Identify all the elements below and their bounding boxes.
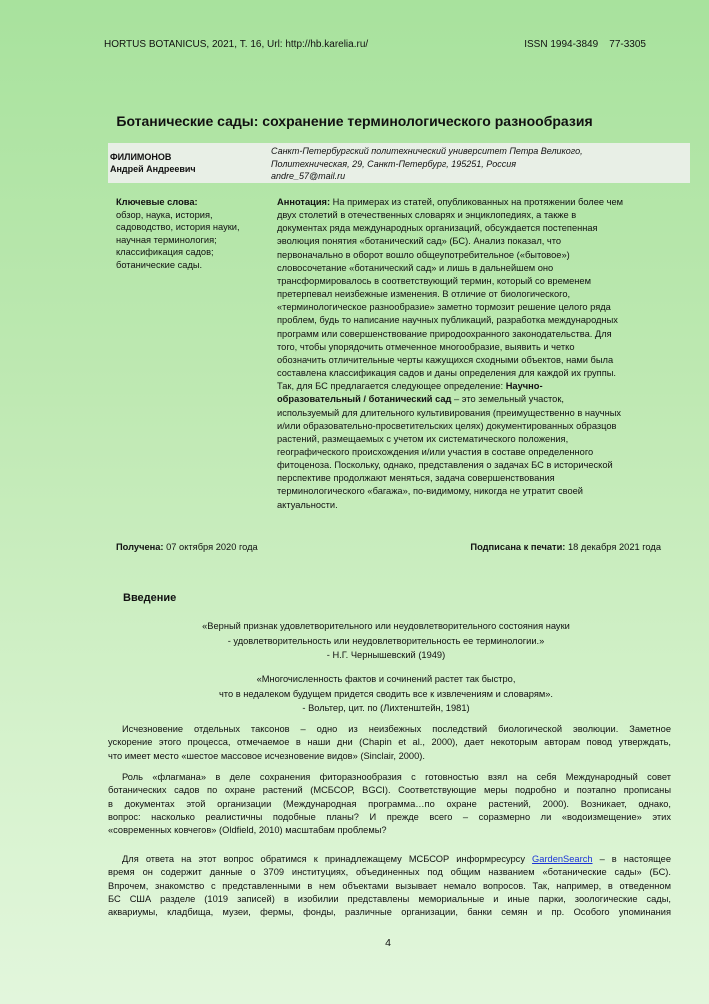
paragraph-line: Исчезновение отдельных таксонов – одно из неизбежных последствий биологической эволюции. Заметное	[122, 724, 671, 734]
keywords-label: Ключевые слова:	[116, 197, 198, 207]
author-given-name: Андрей Андреевич	[110, 164, 196, 174]
issn-header: ISSN 1994-3849 77-3305	[524, 39, 646, 50]
quote-line: «Верный признак удовлетворительного или неудовлетворительного состояния науки	[202, 621, 570, 631]
abstract-line: и/или образовательно-просветительских целях) документированных образцов	[277, 420, 617, 431]
epigraph-quote-2	[0, 672, 709, 716]
signed-date	[470, 542, 661, 552]
paragraph-line	[108, 853, 671, 866]
author-name	[110, 151, 196, 175]
author-affiliation	[271, 145, 583, 183]
abstract-label: Аннотация:	[277, 197, 331, 207]
abstract-line: того, чтобы упорядочить отмеченное многообразие, выявить и четко	[277, 341, 575, 352]
quote-author: - Н.Г. Чернышевский (1949)	[326, 650, 446, 660]
paragraph-line: ускорение этого процесса, отмечаемое в наши дни (Chapin et al., 2000), дает некоторым авторам повод утверждать,	[108, 737, 671, 748]
paragraph-1	[108, 723, 671, 763]
author-email: andre_57@mail.ru	[271, 171, 346, 181]
keywords-block	[116, 196, 266, 271]
abstract-block	[277, 196, 666, 512]
abstract-line: обозначить отличительные черты кажущихся сходными объектов, нами была	[277, 354, 614, 365]
paragraph-line: Впрочем, знакомство с представленными в нем объектами вызывает немало вопросов. Так, например, в отведенном	[108, 880, 671, 891]
abstract-line: географического происхождения и/или участия в составе определенного	[277, 446, 594, 457]
quote-author: - Вольтер, цит. по (Лихтенштейн, 1981)	[302, 703, 470, 713]
paragraph-text: – в настоящее	[592, 854, 671, 864]
abstract-line: используемый для длительного культивирования (преимущественно в научных	[277, 407, 622, 418]
definition-term: образовательный / ботанический сад	[277, 394, 452, 405]
received-label: Получена:	[116, 542, 164, 552]
abstract-line: фитоценоза. Поскольку, однако, представления о задачах БС в исторической	[277, 460, 613, 471]
abstract-text: Так, для БС предлагается следующее определение:	[277, 381, 506, 392]
abstract-line	[277, 393, 666, 406]
paragraph-line: вопрос: насколько реалистичны подобные планы? И прежде всего – соразмерно ли «водоизмещение» этих	[108, 811, 671, 822]
paragraph-3	[108, 853, 671, 919]
abstract-line: первоначально в оборот вошло общеупотребительное («бытовое»)	[277, 249, 570, 260]
paragraph-line: время он содержит данные о 3709 институциях, объединенных под общим названием «ботанические сады» (БС).	[108, 867, 671, 878]
paragraph-2	[108, 771, 671, 837]
keyword-line: обзор, наука, история,	[116, 209, 213, 220]
abstract-line: составлена классификация садов и даны определения для каждой их группы.	[277, 368, 617, 379]
abstract-line: терминологического «багажа», по-видимому, никогда не утратит своей	[277, 486, 583, 497]
abstract-line: программ или совершенствование природоохранного законодательства. Для	[277, 328, 612, 339]
paragraph-line: ботанических садов по охране растений (МСБСОР, BGCI). Соответствующие меры подробно и поэтапно прописаны	[108, 785, 671, 796]
introduction-heading: Введение	[123, 592, 177, 604]
abstract-lines-a	[277, 209, 666, 380]
keyword-line: классификация садов;	[116, 247, 214, 257]
author-surname: ФИЛИМОНОВ	[110, 152, 172, 162]
paragraph-line: в документах этой организации (Международная программа…по охране растений, 2000). Возникает, однако,	[108, 798, 671, 809]
signed-value: 18 декабря 2021 года	[565, 542, 661, 552]
article-title: Ботанические сады: сохранение терминологического разнообразия	[116, 113, 593, 129]
gardensearch-link[interactable]: GardenSearch	[532, 854, 593, 864]
affiliation-line: Санкт-Петербургский политехнический университет Петра Великого,	[271, 146, 583, 156]
quote-line: «Многочисленность фактов и сочинений растет так быстро,	[256, 674, 516, 684]
paragraph-text: Для ответа на этот вопрос обратимся к принадлежащему МСБСОР информресурсу	[122, 854, 533, 864]
abstract-line: двух столетий в отечественных словарях и энциклопедиях, а также в	[277, 210, 577, 221]
abstract-line: растений, размещаемых с учетом их систематического положения,	[277, 433, 569, 444]
epigraph-quote-1	[0, 619, 709, 663]
paragraph-line: «современных ковчегов» (Oldfield, 2010) масштабам проблемы?	[108, 825, 387, 836]
abstract-line: актуальности.	[277, 499, 338, 510]
abstract-lines-b	[277, 407, 666, 512]
abstract-line: претерпевал неизбежные изменения. В отличие от биологического,	[277, 289, 571, 300]
abstract-line: трансформировалось в соответствующий термин, который со временем	[277, 275, 591, 286]
abstract-line: «терминологическое разнообразие» заметно тормозит решение целого ряда	[277, 302, 611, 313]
paragraph-line: Роль «флагмана» в деле сохранения фиторазнообразия с готовностью взял на себя Международный совет	[122, 772, 671, 782]
paragraph-line: аквариумы, кладбища, музеи, фермы, фонды, различные организации, банки семян и пр. Особого упоминания	[108, 907, 671, 918]
received-value: 07 октября 2020 года	[163, 542, 258, 552]
abstract-line: эволюция понятия «ботанический сад» (БС). Анализ показал, что	[277, 236, 562, 247]
abstract-line: перспективе продолжают меняться, задача совершенствования	[277, 473, 555, 484]
abstract-line	[277, 196, 666, 209]
abstract-line	[277, 380, 666, 393]
definition-term: Научно-	[505, 381, 543, 392]
received-date	[116, 542, 258, 552]
abstract-line: документах ряда международных организаций, обсуждается постепенная	[277, 223, 598, 234]
keyword-line: научная терминология;	[116, 234, 217, 245]
quote-line: - удовлетворительность или неудовлетворительность ее терминологии.»	[227, 635, 545, 646]
page-number: 4	[385, 937, 391, 949]
abstract-line: проблем, будь то написание научных публикаций, разработка международных	[277, 315, 618, 326]
author-box	[108, 143, 690, 183]
paragraph-line: БС США разделе (1019 записей) в изобилии представлены мемориальные и иные парки, зоологические сады,	[108, 893, 671, 904]
paragraph-line: что имеет место «шестое массовое исчезновение видов» (Sinclair, 2000).	[108, 750, 425, 761]
keyword-line: садоводство, история науки,	[116, 222, 240, 232]
abstract-line: словосочетание «ботанический сад» и лишь в дальнейшем оно	[277, 262, 554, 273]
signed-label: Подписана к печати:	[470, 542, 566, 552]
abstract-text: – это земельный участок,	[451, 394, 564, 405]
keyword-line: ботанические сады.	[116, 259, 203, 270]
affiliation-line: Политехническая, 29, Санкт-Петербург, 195251, Россия	[271, 158, 517, 169]
journal-header: HORTUS BOTANICUS, 2021, Т. 16, Url: http://hb.karelia.ru/	[104, 39, 369, 50]
abstract-text: На примерах из статей, опубликованных на протяжении более чем	[330, 197, 624, 207]
quote-line: что в недалеком будущем придется сводить все к извлечениям и словарям».	[218, 688, 554, 699]
